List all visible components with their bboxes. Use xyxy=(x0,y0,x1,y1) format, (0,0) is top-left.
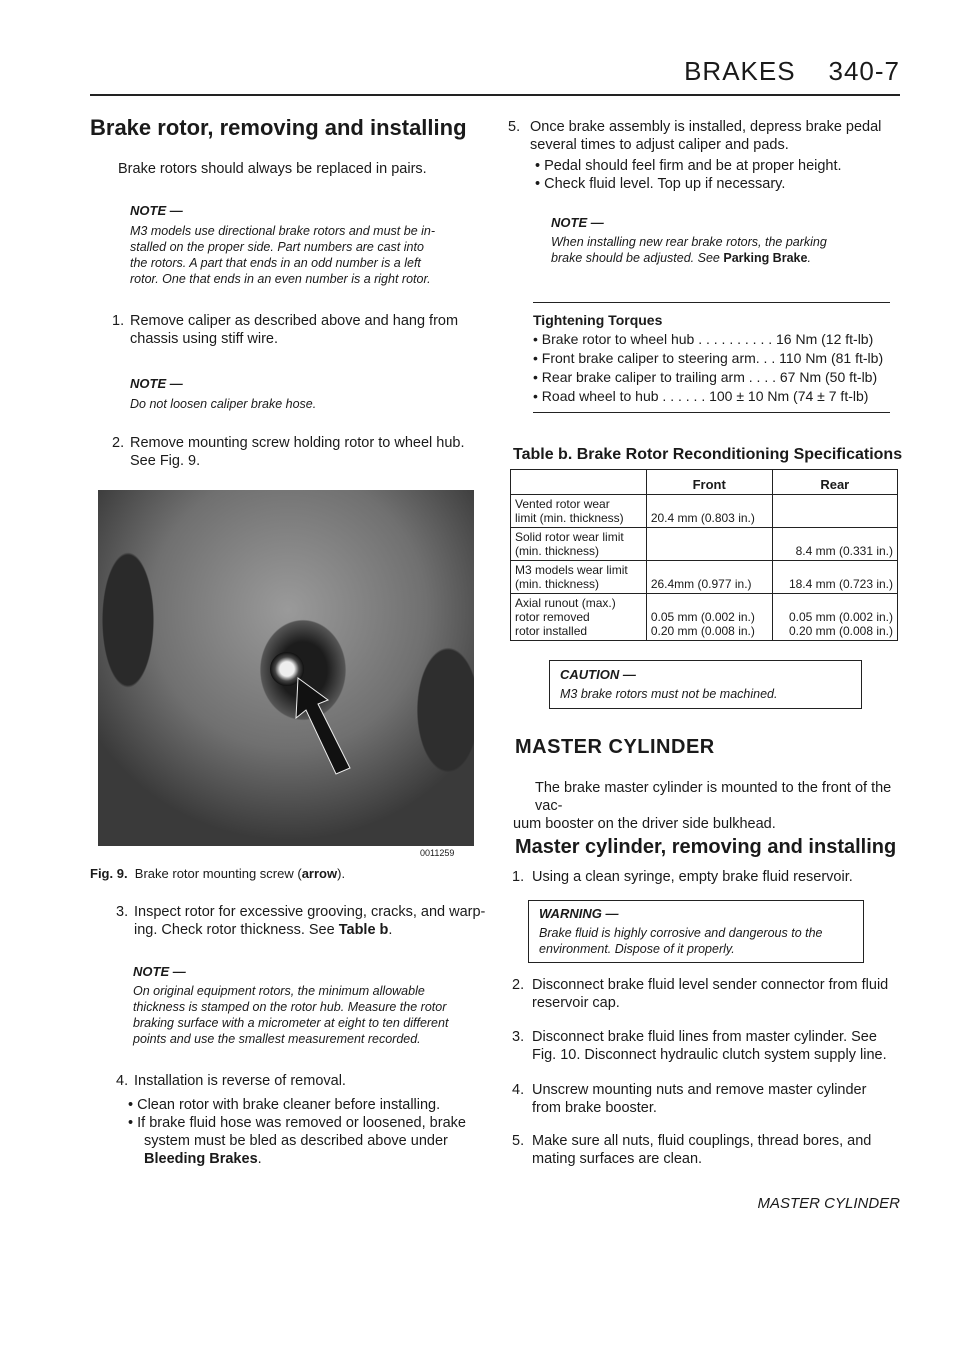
bullet-line: • If brake fluid hose was removed or loosened, brake xyxy=(128,1115,466,1131)
table-cell: 8.4 mm (0.331 in.) xyxy=(772,528,897,561)
step-line: Disconnect brake fluid lines from master cylinder. See xyxy=(532,1029,877,1045)
table-cell: Vented rotor wear limit (min. thickness) xyxy=(511,495,647,528)
torque-title: Tightening Torques xyxy=(533,312,663,328)
figure-caption xyxy=(90,866,480,881)
arrow-icon xyxy=(288,670,368,780)
step-number: 2. xyxy=(112,435,125,451)
mc-step-4 xyxy=(512,1081,907,1117)
step-line-end: . xyxy=(388,922,393,938)
intro-line: uum booster on the driver side bulkhead. xyxy=(513,816,776,832)
note-heading: NOTE — xyxy=(133,964,186,979)
caption-arrow-ref: arrow xyxy=(301,866,338,881)
caption-end: ). xyxy=(337,866,346,881)
note-heading: NOTE — xyxy=(130,376,183,391)
table-header-row xyxy=(511,470,898,495)
section-ref: Parking Brake xyxy=(723,251,808,265)
note-line: thickness is stamped on the rotor hub. Measure the rotor xyxy=(133,1000,447,1014)
step-line: chassis using stiff wire. xyxy=(130,331,279,347)
table-ref: Table b xyxy=(338,922,389,938)
caution-heading: CAUTION — xyxy=(560,667,636,682)
table-cell xyxy=(646,528,772,561)
note-text xyxy=(130,223,470,287)
note-line: stalled on the proper side. Part numbers are cast into xyxy=(130,240,424,254)
footer-section: MASTER CYLINDER xyxy=(757,1195,900,1212)
table-title: Table b. Brake Rotor Reconditioning Specifications xyxy=(513,446,903,463)
step-number: 1. xyxy=(512,869,525,885)
step-line: mating surfaces are clean. xyxy=(532,1151,703,1167)
warning-box xyxy=(528,900,864,963)
note-line: braking surface with a micrometer at eight to ten different xyxy=(133,1016,449,1030)
note-text xyxy=(133,983,473,1047)
header-rule xyxy=(90,94,900,96)
note-heading: NOTE — xyxy=(551,215,604,230)
step-4 xyxy=(116,1072,486,1090)
brake-rotor-photo xyxy=(98,490,474,846)
table-cell xyxy=(772,495,897,528)
mc-step-1 xyxy=(512,868,907,886)
torque-spec-box xyxy=(533,311,895,406)
table-cell: 0.05 mm (0.002 in.) 0.20 mm (0.008 in.) xyxy=(646,594,772,641)
step-line: Unscrew mounting nuts and remove master cylinder xyxy=(532,1082,867,1098)
header-page-number: 340-7 xyxy=(828,56,900,86)
step-number: 1. xyxy=(112,313,125,329)
warning-line: Brake fluid is highly corrosive and dangerous to the xyxy=(539,926,823,940)
table-header xyxy=(511,470,647,495)
bullet-item: • Pedal should feel firm and be at proper height. xyxy=(535,158,842,174)
caution-text: M3 brake rotors must not be machined. xyxy=(560,687,778,701)
note-line: brake should be adjusted. See xyxy=(551,251,724,265)
step-line: reservoir cap. xyxy=(532,995,620,1011)
table-row xyxy=(511,594,898,641)
bullet-line: system must be bled as described above under xyxy=(144,1133,448,1149)
spec-table xyxy=(510,469,898,641)
table-cell: Axial runout (max.) rotor removed rotor installed xyxy=(511,594,647,641)
photo-code: 0011259 xyxy=(420,848,455,858)
table-header: Front xyxy=(646,470,772,495)
step-number: 5. xyxy=(512,1133,525,1149)
step-line: See Fig. 9. xyxy=(130,453,201,469)
step-2 xyxy=(112,434,482,470)
note-line: When installing new rear brake rotors, the parking xyxy=(551,235,827,249)
table-cell: M3 models wear limit (min. thickness) xyxy=(511,561,647,594)
page-header xyxy=(520,56,900,87)
note-line: points and use the smallest measurement recorded. xyxy=(133,1032,421,1046)
step-number: 4. xyxy=(512,1082,525,1098)
header-section: BRAKES xyxy=(684,56,796,86)
note-end: . xyxy=(807,251,811,265)
table-cell: 18.4 mm (0.723 in.) xyxy=(772,561,897,594)
master-cylinder-heading: MASTER CYLINDER xyxy=(515,736,715,758)
bullet-item: • Check fluid level. Top up if necessary. xyxy=(535,176,786,192)
step-line: Fig. 10. Disconnect hydraulic clutch system supply line. xyxy=(532,1047,887,1063)
intro-line: The brake master cylinder is mounted to the front of the vac- xyxy=(535,780,892,814)
step-1 xyxy=(112,312,482,348)
step-number: 5. xyxy=(508,119,521,135)
note-line: M3 models use directional brake rotors and must be in- xyxy=(130,224,436,238)
note-line: On original equipment rotors, the minimum allowable xyxy=(133,984,425,998)
step-line: from brake booster. xyxy=(532,1100,657,1116)
note-text xyxy=(551,234,901,266)
step-5 xyxy=(508,118,903,154)
torque-item: • Brake rotor to wheel hub . . . . . . . . . . 16 Nm (12 ft-lb) xyxy=(533,331,874,347)
note-text: Do not loosen caliper brake hose. xyxy=(130,397,317,411)
step-line: Installation is reverse of removal. xyxy=(134,1073,346,1089)
step-line: Once brake assembly is installed, depress brake pedal xyxy=(530,119,882,135)
note-heading: NOTE — xyxy=(130,203,183,218)
table-cell: 0.05 mm (0.002 in.) 0.20 mm (0.008 in.) xyxy=(772,594,897,641)
table-header: Rear xyxy=(772,470,897,495)
mc-subheading: Master cylinder, removing and installing xyxy=(515,836,897,858)
step-line: Using a clean syringe, empty brake fluid reservoir. xyxy=(532,869,853,885)
table-row xyxy=(511,495,898,528)
mc-intro xyxy=(513,779,908,833)
table-row xyxy=(511,561,898,594)
step-line: Make sure all nuts, fluid couplings, thread bores, and xyxy=(532,1133,872,1149)
mc-step-5 xyxy=(512,1132,907,1168)
caption-text: Brake rotor mounting screw ( xyxy=(134,866,302,881)
step-number: 4. xyxy=(116,1073,129,1089)
step-number: 3. xyxy=(116,904,129,920)
step-line: Remove caliper as described above and hang from xyxy=(130,313,459,329)
table-cell: 20.4 mm (0.803 in.) xyxy=(646,495,772,528)
step-line: Remove mounting screw holding rotor to wheel hub. xyxy=(130,435,465,451)
bullet-end: . xyxy=(257,1151,262,1167)
intro-text: Brake rotors should always be replaced in pairs. xyxy=(118,161,427,177)
caution-box xyxy=(549,660,862,709)
spec-rule-top xyxy=(533,302,890,303)
mc-step-2 xyxy=(512,976,907,1012)
warning-heading: WARNING — xyxy=(539,906,619,921)
section-title: Brake rotor, removing and installing xyxy=(90,115,467,140)
section-ref: Bleeding Brakes xyxy=(144,1151,258,1167)
note-line: the rotors. A part that ends in an odd number is a left xyxy=(130,256,421,270)
bullet-item: • Clean rotor with brake cleaner before installing. xyxy=(128,1097,441,1113)
torque-item: • Rear brake caliper to trailing arm . . . . 67 Nm (50 ft-lb) xyxy=(533,369,878,385)
step-number: 2. xyxy=(512,977,525,993)
note-line: rotor. One that ends in an even number is a right rotor. xyxy=(130,272,431,286)
mc-step-3 xyxy=(512,1028,907,1064)
step-line: several times to adjust caliper and pads. xyxy=(530,137,789,153)
table-cell: 26.4mm (0.977 in.) xyxy=(646,561,772,594)
step-line: Inspect rotor for excessive grooving, cracks, and warp- xyxy=(134,904,486,920)
table-row xyxy=(511,528,898,561)
step-line: ing. Check rotor thickness. See xyxy=(134,922,339,938)
torque-item: • Road wheel to hub . . . . . . 100 ± 10 Nm (74 ± 7 ft-lb) xyxy=(533,388,869,404)
figure-number: Fig. 9. xyxy=(90,866,128,881)
table-cell: Solid rotor wear limit (min. thickness) xyxy=(511,528,647,561)
warning-line: environment. Dispose of it properly. xyxy=(539,942,735,956)
step-number: 3. xyxy=(512,1029,525,1045)
step-line: Disconnect brake fluid level sender connector from fluid xyxy=(532,977,889,993)
torque-item: • Front brake caliper to steering arm. . . 110 Nm (81 ft-lb) xyxy=(533,350,884,366)
spec-rule-bottom xyxy=(533,412,890,413)
bullet-item xyxy=(128,1114,488,1168)
step-3 xyxy=(116,903,486,939)
